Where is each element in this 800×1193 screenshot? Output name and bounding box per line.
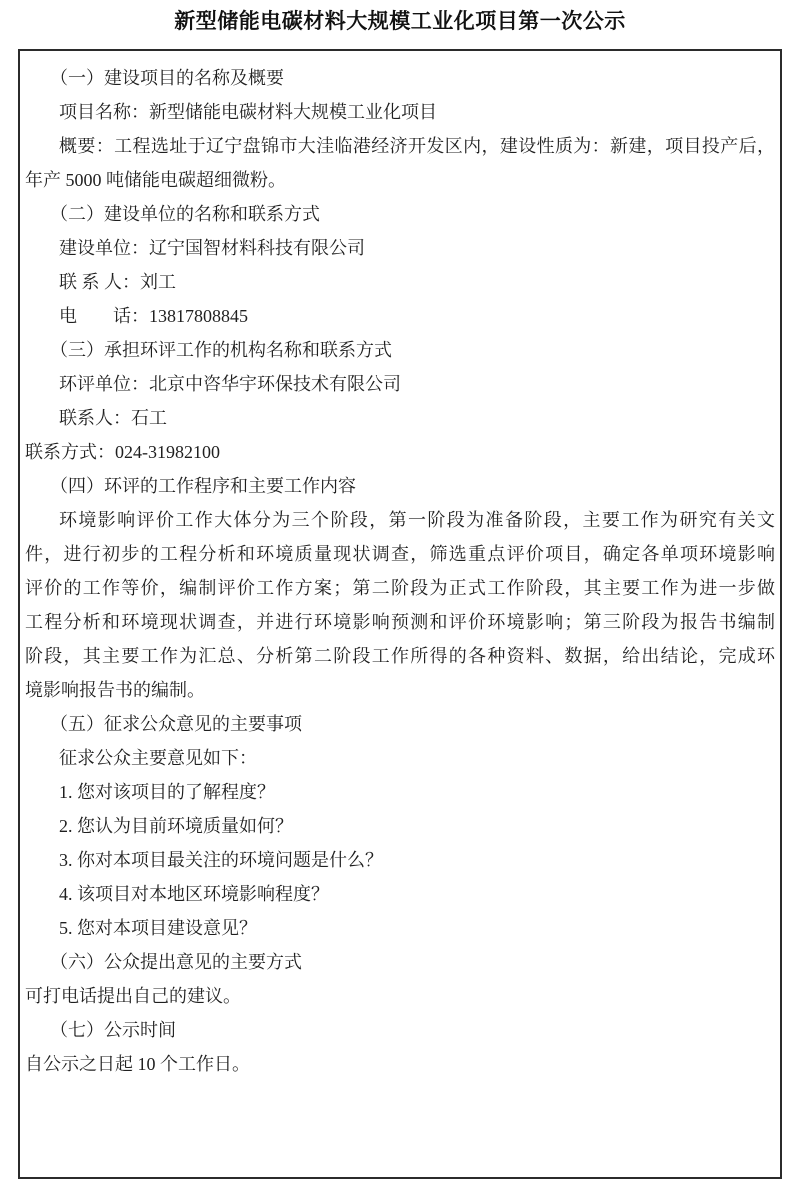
notice-line-procedure: 评价的工作等价，编制评价工作方案；第二阶段为正式工作阶段，其主要工作为进一步做	[25, 578, 775, 598]
section-heading: （一）建设项目的名称及概要	[50, 68, 284, 88]
notice-line-procedure: 件，进行初步的工程分析和环境质量现状调查，筛选重点评价项目，确定各单项环境影响	[25, 544, 775, 564]
notice-document	[18, 49, 782, 1179]
notice-line-eia-unit: 环评单位：北京中咨华宇环保技术有限公司	[59, 374, 401, 394]
notice-line-question-5: 5. 您对本项目建设意见？	[59, 918, 257, 938]
notice-line-question-4: 4. 该项目对本地区环境影响程度？	[59, 884, 329, 904]
notice-line-builder: 建设单位：辽宁国智材料科技有限公司	[59, 238, 365, 258]
notice-line-procedure: 环境影响评价工作大体分为三个阶段，第一阶段为准备阶段，主要工作为研究有关文	[59, 510, 775, 530]
section-heading: （五）征求公众意见的主要事项	[50, 714, 302, 734]
notice-line-duration: 自公示之日起 10 个工作日。	[25, 1054, 250, 1074]
notice-line-contact-person: 联 系 人：刘工	[59, 272, 176, 292]
section-heading: （三）承担环评工作的机构名称和联系方式	[50, 340, 392, 360]
notice-line-question-3: 3. 你对本项目最关注的环境问题是什么？	[59, 850, 383, 870]
notice-line-question-1: 1. 您对该项目的了解程度？	[59, 782, 275, 802]
section-heading: （四）环评的工作程序和主要工作内容	[50, 476, 356, 496]
notice-line-feedback-method: 可打电话提出自己的建议。	[25, 986, 241, 1006]
notice-line-phone: 电 话：13817808845	[59, 306, 248, 326]
notice-line-project-name: 项目名称：新型储能电碳材料大规模工业化项目	[59, 102, 437, 122]
notice-line-eia-phone: 联系方式：024-31982100	[25, 442, 220, 462]
notice-line-eia-contact: 联系人：石工	[59, 408, 167, 428]
section-heading: （二）建设单位的名称和联系方式	[50, 204, 320, 224]
section-heading: （六）公众提出意见的主要方式	[50, 952, 302, 972]
notice-line-procedure: 境影响报告书的编制。	[25, 680, 205, 700]
notice-line-summary-cont: 年产 5000 吨储能电碳超细微粉。	[25, 170, 286, 190]
page-title: 新型储能电碳材料大规模工业化项目第一次公示	[174, 9, 626, 33]
notice-line-summary: 概要：工程选址于辽宁盘锦市大洼临港经济开发区内，建设性质为：新建，项目投产后，	[59, 136, 775, 156]
notice-line-question-2: 2. 您认为目前环境质量如何？	[59, 816, 293, 836]
notice-line-procedure: 阶段，其主要工作为汇总、分析第二阶段工作所得的各种资料、数据，给出结论，完成环	[25, 646, 775, 666]
notice-line-procedure: 工程分析和环境现状调查，并进行环境影响预测和评价环境影响；第三阶段为报告书编制	[25, 612, 775, 632]
section-heading: （七）公示时间	[50, 1020, 176, 1040]
notice-line-opinions-intro: 征求公众主要意见如下：	[59, 748, 257, 768]
